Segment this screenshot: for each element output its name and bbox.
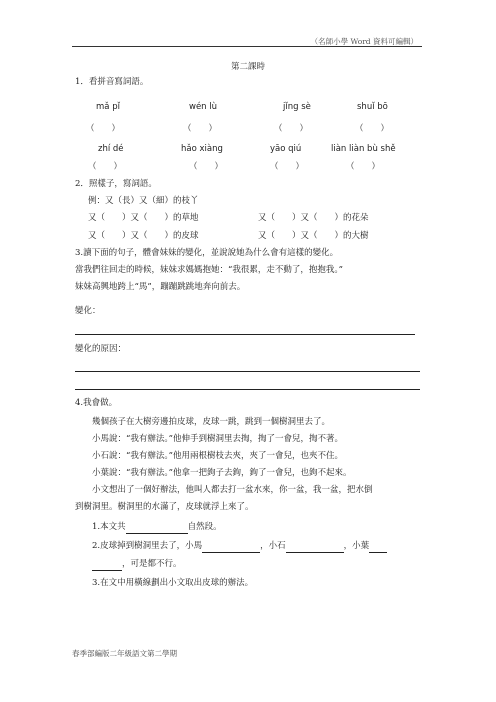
answer-blank-5[interactable]: （ ） xyxy=(88,162,123,172)
reason-label: 變化的原因： xyxy=(75,344,127,354)
story-para-5: 小文想出了一個好辦法，他叫人都去打一盆水來，你一盆，我一盆，把水倒 xyxy=(92,485,373,495)
q3-label: 3.讀下面的句子，體會妹妹的變化，並說說她為什么會有這樣的變化。 xyxy=(75,248,339,258)
q1-label: 1．看拼音寫詞語。 xyxy=(75,77,149,87)
q4-label: 4.我會做。 xyxy=(75,398,118,408)
sub2-blank-xiaoma[interactable] xyxy=(202,540,260,553)
q2-item-1: 又（ ）又（ ）的草地 xyxy=(88,213,199,223)
answer-blank-1[interactable]: （ ） xyxy=(86,124,121,134)
pinyin-3: jǐng sè xyxy=(283,102,311,112)
pinyin-8: liàn liàn bù shě xyxy=(331,144,396,154)
story-para-4: 小葉說：“我有辦法。”他拿一把鉤子去鉤，鉤了一會兒，也鉤不起來。 xyxy=(92,468,352,478)
change-label: 變化： xyxy=(75,306,101,316)
pinyin-1: mǎ pǐ xyxy=(96,102,120,112)
sub2-text-b: ，小石 xyxy=(260,541,286,551)
footer-text: 春季部編版二年級語文第二學期 xyxy=(72,649,177,658)
change-answer-line[interactable] xyxy=(75,334,415,335)
pinyin-2: wén lù xyxy=(189,102,218,112)
header-note: （名師小學 Word 資料可編輯） xyxy=(310,37,418,46)
q2-item-2: 又（ ）又（ ）的花朵 xyxy=(258,213,369,223)
q2-example: 例：又（長）又（細）的枝丫 xyxy=(88,196,199,206)
answer-blank-3[interactable]: （ ） xyxy=(274,124,309,134)
answer-blank-6[interactable]: （ ） xyxy=(189,162,224,172)
q2-item-3: 又（ ）又（ ）的皮球 xyxy=(88,231,199,241)
sub-question-2-cont xyxy=(92,558,182,571)
sub-question-2 xyxy=(92,540,387,553)
pinyin-5: zhí dé xyxy=(98,144,124,154)
sub2-text-c: ，小葉 xyxy=(343,541,370,551)
header-rule xyxy=(72,46,422,47)
reason-answer-line-1[interactable] xyxy=(75,371,420,372)
sub2-text-a: 2.皮球掉到樹洞里去了，小馬 xyxy=(92,541,203,551)
story-para-1: 幾個孩子在大樹旁邊拍皮球，皮球一跳，跳到一個樹洞里去了。 xyxy=(92,417,331,427)
answer-blank-4[interactable]: （ ） xyxy=(355,124,390,134)
sub-question-3: 3.在文中用橫線劃出小文取出皮球的辦法。 xyxy=(92,578,254,588)
pinyin-7: yāo qiú xyxy=(270,144,302,154)
q3-sentence-1: 當我們往回走的時候，妹妹求媽媽抱她：“我很累，走不動了，抱抱我。” xyxy=(75,265,343,275)
sub2-blank-xiaoye-cont[interactable] xyxy=(92,558,122,571)
q2-label: 2．照樣子，寫詞語。 xyxy=(75,179,157,189)
story-para-2: 小馬說：“我有辦法。”他伸手到樹洞里去掏，掏了一會兒，掏不著。 xyxy=(92,434,343,444)
sub2-blank-xiaoshi[interactable] xyxy=(286,540,344,553)
story-para-3: 小石說：“我有辦法。”他用兩根樹枝去夾，夾了一會兒，也夾不住。 xyxy=(92,451,343,461)
q2-item-4: 又（ ）又（ ）的大樹 xyxy=(258,231,369,241)
sub2-blank-xiaoye[interactable] xyxy=(369,540,387,553)
reason-answer-line-2[interactable] xyxy=(75,389,420,390)
sub-question-1 xyxy=(92,521,222,534)
pinyin-4: shuǐ bō xyxy=(357,102,388,112)
answer-blank-2[interactable]: （ ） xyxy=(183,124,218,134)
pinyin-6: hǎo xiàng xyxy=(181,144,223,154)
story-para-5-cont: 到樹洞里。樹洞里的水滿了，皮球就浮上來了。 xyxy=(75,502,254,512)
sub1-blank[interactable] xyxy=(126,521,188,534)
answer-blank-8[interactable]: （ ） xyxy=(346,162,381,172)
page-title: 第二課時 xyxy=(230,62,265,72)
sub1-text-a: 1.本文共 xyxy=(92,522,126,532)
q3-sentence-2: 妹妹高興地跨上“馬”，蹦蹦跳跳地奔向前去。 xyxy=(75,282,246,292)
answer-blank-7[interactable]: （ ） xyxy=(270,162,305,172)
sub1-text-b: 自然段。 xyxy=(187,522,222,532)
sub2-text-d: ，可是都不行。 xyxy=(122,559,182,569)
